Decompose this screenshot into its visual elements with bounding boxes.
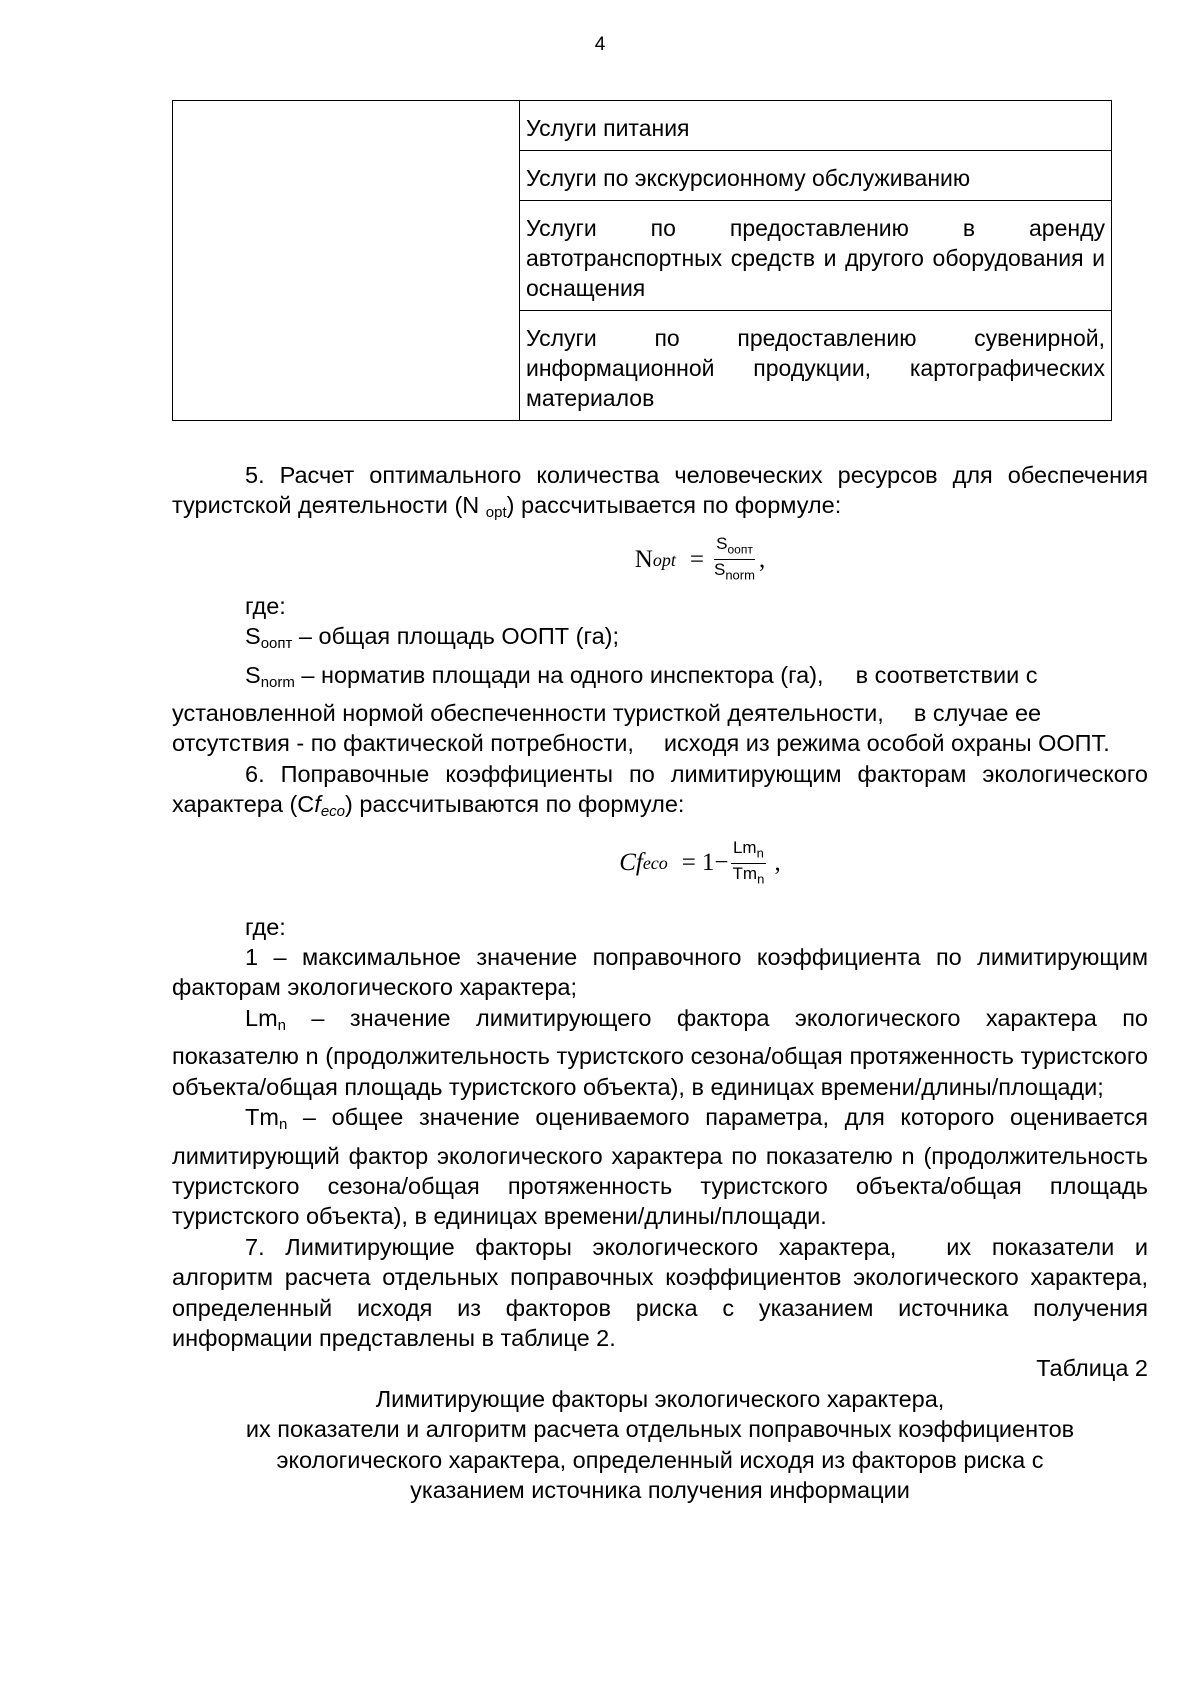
definition-s-norm: $S_{norm}$ – норматив площади на одного инспектора (га), в соответствии с установленной нормой обеспеченности туристкой деятельности, в случае ее отсутствия - по фактической потребности, исходя из режима особой охраны ООПТ. <box>172 661 1110 757</box>
formula-n-opt: N opt = $\frac{S_{оопт}}{S_{norm}}$ , <box>172 529 1148 591</box>
section-6-intro: 6. Поправочные коэффициенты по лимитирующим факторам экологического характера $(Cf_{eco})$ рассчитываются по формуле: <box>172 760 1148 821</box>
table-2-title-line: указанием источника получения информации <box>410 1476 910 1503</box>
table-2-title-line: экологического характера, определенный исходя из факторов риска с <box>276 1446 1044 1473</box>
section-5-intro: 5. Расчет оптимального количества человеческих ресурсов для обеспечения туристской деятельности (N $_{opt}$) рассчитывается по формуле: <box>172 462 1148 522</box>
page-number: 4 <box>594 34 606 55</box>
table-row <box>173 101 1112 151</box>
definition-lm-n: $Lm_n$ – значение лимитирующего фактора экологического характера по показателю n (продолжительность туристского сезона/общая протяженность туристского объекта/общая площадь туристского объекта), в единицах времени/длины/площади; <box>172 1004 1148 1100</box>
table-cell: Услуги по предоставлению в аренду автотранспортных средств и другого оборудования и оснащения <box>520 201 1112 311</box>
fraction: $\frac{Lm_n}{Tm_n}$ <box>732 837 765 887</box>
table-2-title-line: их показатели и алгоритм расчета отдельных поправочных коэффициентов <box>245 1416 1075 1443</box>
where-label: где: <box>245 592 286 619</box>
table-cell: Услуги по экскурсионному обслуживанию <box>520 151 1112 201</box>
services-table <box>172 100 1112 421</box>
definition-tm-n: $Tm_n$ – общее значение оцениваемого параметра, для которого оценивается лимитирующий фактор экологического характера по показателю n (продолжительность туристского сезона/общая протяженность туристского объекта/общая площадь туристского объекта), в единицах времени/длины/площади. <box>172 1104 1148 1230</box>
where-label: где: <box>245 913 286 940</box>
table-cell: Услуги по предоставлению сувенирной, информационной продукции, картографических материалов <box>520 311 1112 421</box>
table-2-label: Таблица 2 <box>1036 1355 1148 1382</box>
table-cell: Услуги питания <box>520 101 1112 151</box>
table-2-title-line: Лимитирующие факторы экологического характера, <box>375 1385 945 1412</box>
fraction: $\frac{S_{оопт}}{S_{norm}}$ <box>713 533 755 583</box>
document-body <box>172 460 1148 1505</box>
definition-one: 1 – максимальное значение поправочного коэффициента по лимитирующим факторам экологического характера; <box>172 944 1148 1001</box>
formula-cf-eco: Cf eco = 1− $\frac{Lm_n}{Tm_n}$ , <box>172 828 1148 900</box>
section-7-text: 7. Лимитирующие факторы экологического характера, их показатели и алгоритм расчета отдельных поправочных коэффициентов экологического характера, определенный исходя из факторов риска с указанием источника получения информации представлены в таблице 2. <box>172 1233 1148 1351</box>
definition-s-oopt: $S_{оопт}$ – общая площадь ООПТ (га); <box>245 623 619 653</box>
empty-cell <box>173 101 520 421</box>
